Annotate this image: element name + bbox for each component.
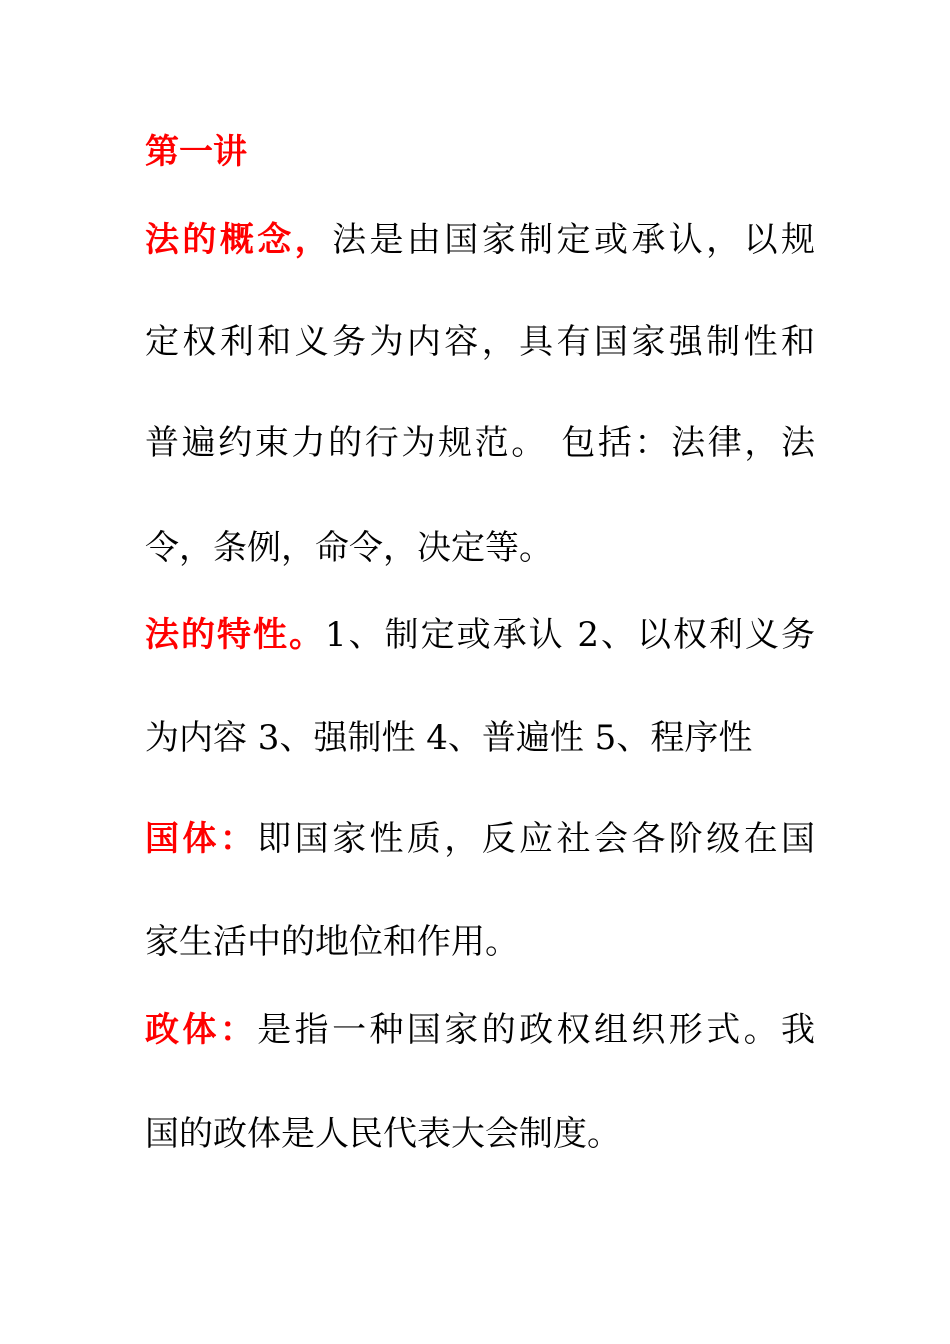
section-traits-line-1	[145, 613, 815, 657]
section-concept-line-1	[145, 218, 815, 262]
section-concept-term: 法的概念，	[145, 220, 333, 260]
section-traits-term: 法的特性。	[145, 615, 325, 655]
section-state-line-2: 家生活中的地位和作用。	[145, 922, 519, 962]
section-state-text-1: 即国家性质，反应社会各阶级在国	[257, 819, 815, 859]
section-state-line-1	[145, 817, 815, 861]
section-government-line-2: 国的政体是人民代表大会制度。	[145, 1114, 621, 1154]
section-traits-text-1: 1、制定或承认 2、以权利义务	[324, 615, 815, 655]
section-concept-line-3: 普遍约束力的行为规范。 包括：法律，法	[145, 423, 815, 463]
section-government-line-1	[145, 1008, 815, 1052]
section-concept-line-4: 令，条例，命令，决定等。	[145, 528, 553, 568]
section-government-term: 政体：	[145, 1010, 258, 1050]
section-government-text-1: 是指一种国家的政权组织形式。我	[257, 1010, 815, 1050]
section-concept-text-1: 法是由国家制定或承认，以规	[332, 220, 815, 260]
section-concept-line-2: 定权利和义务为内容，具有国家强制性和	[145, 322, 815, 362]
section-state-term: 国体：	[145, 819, 258, 859]
lecture-title: 第一讲	[145, 132, 247, 172]
section-traits-line-2: 为内容 3、强制性 4、普遍性 5、程序性	[145, 718, 753, 758]
